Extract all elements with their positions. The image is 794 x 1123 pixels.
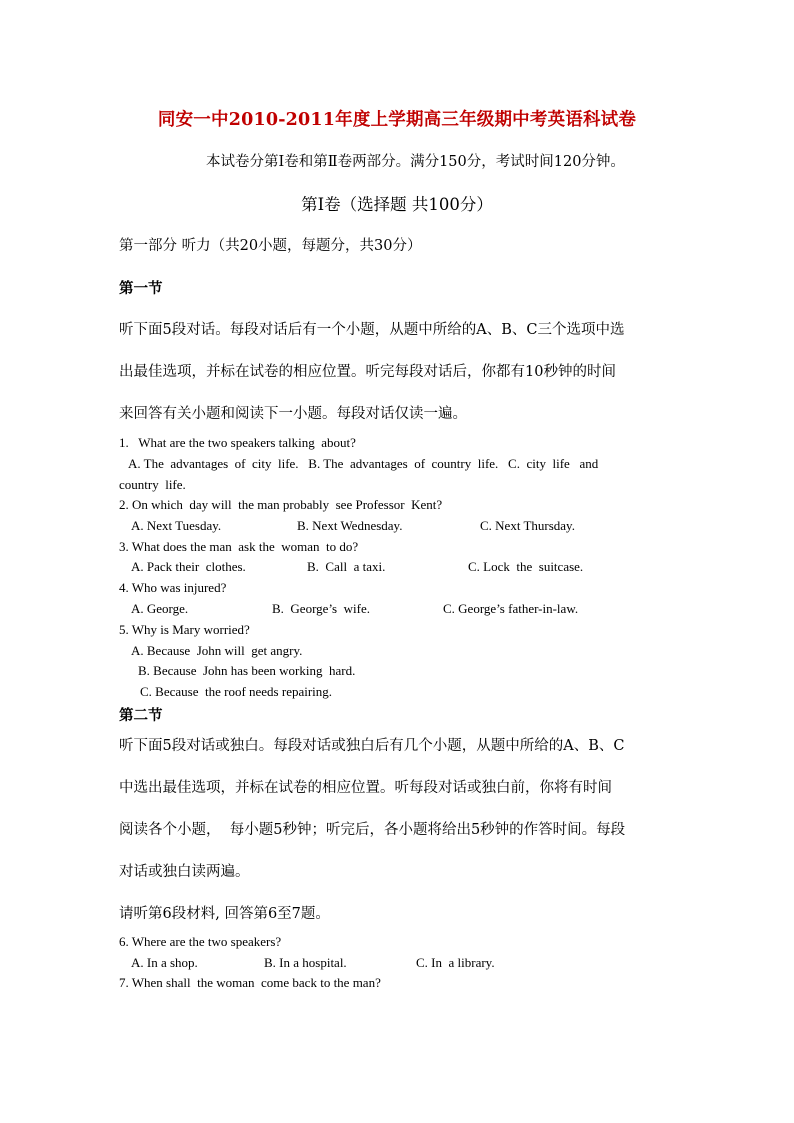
question-2-option-c: C. Next Thursday. — [480, 518, 575, 533]
section2-instruction-line: 听下面5段对话或独白。每段对话或独白后有几个小题，从题中所给的A、B、C — [119, 738, 625, 754]
question-2-stem: 2. On which day will the man probably see Professor Kent? — [119, 497, 443, 512]
question-3-stem: 3. What does the man ask the woman to do? — [119, 539, 359, 554]
question-4-stem: 4. Who was injured? — [119, 580, 227, 595]
question-4-option-a: A. George. — [131, 601, 189, 616]
section1-instruction-line: 出最佳选项，并标在试卷的相应位置。听完每段对话后，你都有10秒钟的时间 — [119, 364, 616, 380]
question-6-option-c: C. In a library. — [416, 955, 495, 970]
question-3-option-b: B. Call a taxi. — [307, 559, 386, 574]
question-5-option-c: C. Because the roof needs repairing. — [140, 684, 333, 699]
question-4-option-c: C. George’s father-in-law. — [443, 601, 579, 616]
question-3-option-c: C. Lock the suitcase. — [468, 559, 584, 574]
section1-heading: 第一节 — [119, 280, 163, 297]
question-3-option-a: A. Pack their clothes. — [131, 559, 246, 574]
exam-subtitle: 本试卷分第Ⅰ卷和第Ⅱ卷两部分。满分150分，考试时间120分钟。 — [206, 154, 625, 170]
section2-instruction-line: 对话或独白读两遍。 — [119, 864, 250, 880]
section1-instruction-line: 听下面5段对话。每段对话后有一个小题，从题中所给的A、B、C三个选项中选 — [119, 322, 625, 338]
question-4-option-b: B. George’s wife. — [272, 601, 370, 616]
question-1-stem: 1. What are the two speakers talking about? — [119, 435, 356, 450]
exam-title: 同安一中2010-2011年度上学期高三年级期中考英语科试卷 — [157, 110, 637, 130]
question-5-stem: 5. Why is Mary worried? — [119, 622, 250, 637]
question-6-stem: 6. Where are the two speakers? — [119, 934, 282, 949]
question-2-option-b: B. Next Wednesday. — [297, 518, 403, 533]
question-1-options-cont: country life. — [119, 477, 186, 492]
part-heading: 第一部分 听力（共20小题，每题分，共30分） — [119, 238, 422, 254]
section2-instruction-line: 中选出最佳选项，并标在试卷的相应位置。听每段对话或独白前，你将有时间 — [119, 780, 612, 796]
section2-instruction-line: 阅读各个小题， 每小题5秒钟；听完后，各小题将给出5秒钟的作答时间。每段 — [119, 822, 626, 838]
question-6-option-a: A. In a shop. — [131, 955, 198, 970]
section1-instruction-line: 来回答有关小题和阅读下一小题。每段对话仅读一遍。 — [119, 406, 467, 422]
question-7-stem: 7. When shall the woman come back to the man? — [119, 975, 381, 990]
question-5-option-b: B. Because John has been working hard. — [138, 663, 356, 678]
material-6-label: 请听第6段材料, 回答第6至7题。 — [119, 906, 330, 922]
section2-heading: 第二节 — [119, 707, 163, 724]
volume-heading: 第Ⅰ卷（选择题 共100分） — [301, 195, 493, 214]
question-1-options: A. The advantages of city life. B. The advantages of country life. C. city life and — [119, 456, 599, 471]
question-2-option-a: A. Next Tuesday. — [131, 518, 222, 533]
question-5-option-a: A. Because John will get angry. — [131, 643, 303, 658]
question-6-option-b: B. In a hospital. — [264, 955, 347, 970]
